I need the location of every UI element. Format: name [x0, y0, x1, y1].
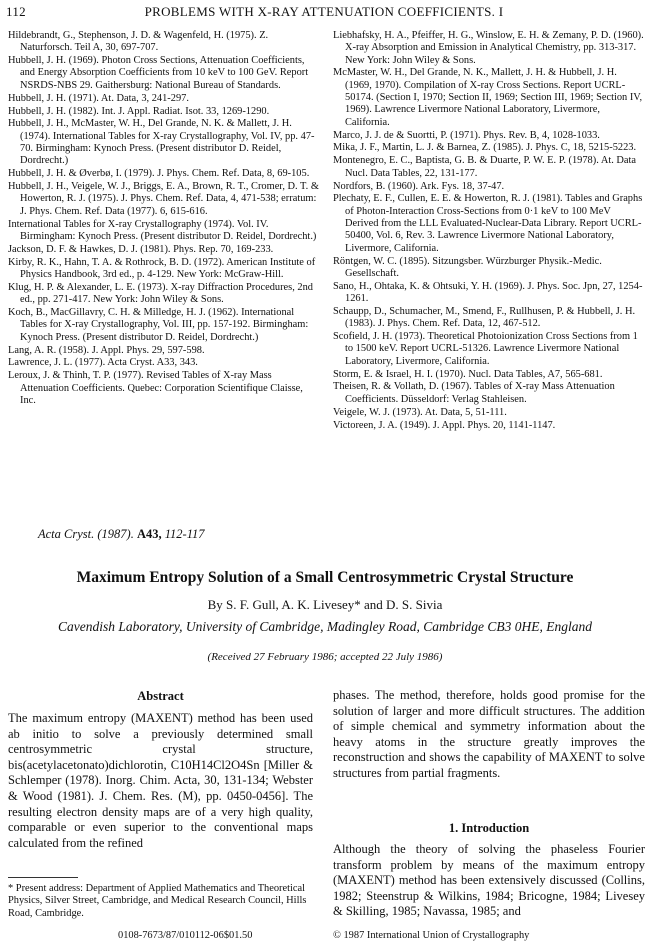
- running-title: PROBLEMS WITH X-RAY ATTENUATION COEFFICIENTS. I: [144, 4, 504, 19]
- reference-item: Victoreen, J. A. (1949). J. Appl. Phys. 20, 1141-1147.: [333, 419, 556, 431]
- abstract-text-left: The maximum entropy (MAXENT) method has been used ab initio to solve a previously determined small centrosymmetric crystal structure, bis(acetylacetonato)dichlorotin, C10H14Cl2O4Sn [Miller & Schlemper (1978). Inorg. Chim. Acta, 30, 131-134; Webster & Wood (1981). J. Chem. Res. (M), pp. 0450-0456]. The resulting electron density maps are of a very high quality, comparable or even superior to the conventional maps calculated from the refined: [8, 711, 313, 850]
- references-right-column: [333, 30, 645, 432]
- reference-item: Kirby, R. K., Hahn, T. A. & Rothrock, B. D. (1972). American Institute of Physics Handbook, 3rd ed., p. 4-129. New York: McGraw-Hill.: [8, 256, 316, 280]
- article-authors: By S. F. Gull, A. K. Livesey* and D. S. Sivia: [207, 597, 443, 612]
- reference-item: Hubbell, J. H. & Øverbø, I. (1979). J. Phys. Chem. Ref. Data, 8, 69-105.: [8, 168, 310, 180]
- reference-item: Hubbell, J. H. (1982). Int. J. Appl. Radiat. Isot. 33, 1269-1290.: [8, 105, 270, 117]
- citation-journal: Acta Cryst.: [38, 527, 95, 541]
- reference-item: Klug, H. P. & Alexander, L. E. (1973). X-ray Diffraction Procedures, 2nd ed., pp. 271-417. New York: John Wiley & Sons.: [8, 281, 313, 306]
- reference-item: Nordfors, B. (1960). Ark. Fys. 18, 37-47.: [333, 180, 505, 192]
- reference-item: Lawrence, J. L. (1977). Acta Cryst. A33, 343.: [8, 357, 198, 369]
- reference-item: Jackson, D. F. & Hawkes, D. J. (1981). Phys. Rep. 70, 169-233.: [8, 243, 274, 255]
- reference-item: Hildebrandt, G., Stephenson, J. D. & Wagenfeld, H. (1975). Z. Naturforsch. Teil A, 30, 697-707.: [8, 30, 269, 54]
- reference-item: Sano, H., Ohtaka, K. & Ohtsuki, Y. H. (1969). J. Phys. Soc. Jpn, 27, 1254-1261.: [333, 280, 643, 304]
- price-code: 0108-7673/87/010112-06$01.50: [118, 930, 253, 941]
- abstract-text-right: phases. The method, therefore, holds good promise for the solution of larger and more difficult structures. The addition of simple chemical and symmetry information about the heavy atoms in the structure greatly improves the reconstruction and shows the capability of MAXENT to solve structures from partial fragments.: [333, 688, 645, 780]
- received-dates: (Received 27 February 1986; accepted 22 July 1986): [207, 651, 443, 663]
- reference-item: Theisen, R. & Vollath, D. (1967). Tables of X-ray Mass Attenuation Coefficients. Düsseldorf: Verlag Stahleisen.: [333, 381, 615, 405]
- introduction-text: Although the theory of solving the phaseless Fourier transform problem by means of the maximum entropy (MAXENT) method has been extensively discussed (Collins, 1982; Steenstrup & Wilkins, 1984; Bricogne, 1984; Livesey & Skilling, 1985; Navassa, 1985; and: [333, 842, 645, 919]
- footnote: * Present address: Department of Applied Mathematics and Theoretical Physics, Silver Street, Cambridge, and Medical Research Council, Hills Road, Cambridge.: [8, 883, 307, 919]
- reference-item: Hubbell, J. H. (1969). Photon Cross Sections, Attenuation Coefficients, and Energy Absorption Coefficients from 10 keV to 100 GeV. Report NSRDS-NBS 29. Gaithersburg: National Bureau of Standards.: [8, 55, 309, 91]
- copyright-notice: © 1987 International Union of Crystallography: [333, 930, 530, 941]
- references-left-column: [8, 30, 320, 408]
- article-citation: [38, 527, 205, 542]
- introduction-heading: 1. Introduction: [448, 821, 530, 835]
- article-title: Maximum Entropy Solution of a Small Centrosymmetric Crystal Structure: [76, 569, 574, 586]
- citation-pages: 112-117: [164, 527, 205, 541]
- page-number: 112: [6, 4, 26, 19]
- reference-item: McMaster, W. H., Del Grande, N. K., Mallett, J. H. & Hubbell, J. H. (1969, 1970). Compilation of X-ray Cross Sections. Report UCRL-50174. (Section I, 1970; Section II, 1969; Section III, 1969; Section IV, 1969). Lawrence Livermore National Laboratory, Livermore, California.: [333, 67, 643, 128]
- reference-item: Veigele, W. J. (1973). At. Data, 5, 51-111.: [333, 406, 507, 418]
- reference-item: Hubbell, J. H., McMaster, W. H., Del Grande, N. K. & Mallett, J. H. (1974). International Tables for X-ray Crystallography, Vol. IV, pp. 47-70. Birmingham: Kynoch Press. (Present distributor D. Reidel, Dordrecht.): [8, 118, 315, 167]
- reference-item: Schaupp, D., Schumacher, M., Smend, F., Rullhusen, P. & Hubbell, J. H. (1983). J. Phys. Chem. Ref. Data, 12, 467-512.: [333, 305, 636, 330]
- reference-item: Liebhafsky, H. A., Pfeiffer, H. G., Winslow, E. H. & Zemany, P. D. (1960). X-ray Absorption and Emission in Analytical Chemistry, pp. 313-317. New York: John Wiley & Sons.: [333, 30, 644, 66]
- footnote-divider: [8, 877, 78, 878]
- reference-item: Mika, J. F., Martin, L. J. & Barnea, Z. (1985). J. Phys. C, 18, 5215-5223.: [333, 142, 637, 154]
- running-header: [6, 4, 642, 22]
- reference-item: Hubbell, J. H., Veigele, W. J., Briggs, E. A., Brown, R. T., Cromer, D. T. & Howerton, R. J. (1975). J. Phys. Chem. Ref. Data, 4, 471-538; erratum: J. Phys. Chem. Ref. Data (1977). 6, 615-616.: [8, 181, 319, 217]
- reference-item: Leroux, J. & Thinh, T. P. (1977). Revised Tables of X-ray Mass Attenuation Coefficients. Quebec: Corporation Scientifique Claisse, Inc.: [8, 370, 303, 406]
- reference-item: Marco, J. J. de & Suortti, P. (1971). Phys. Rev. B, 4, 1028-1033.: [333, 129, 600, 141]
- reference-item: International Tables for X-ray Crystallography (1974). Vol. IV. Birmingham: Kynoch Press. (Present distributor D. Reidel, Dordrecht.): [8, 218, 317, 242]
- reference-item: Hubbell, J. H. (1971). At. Data, 3, 241-297.: [8, 92, 189, 104]
- citation-year: (1987).: [97, 527, 134, 541]
- abstract-heading: Abstract: [137, 689, 184, 703]
- reference-item: Storm, E. & Israel, H. I. (1970). Nucl. Data Tables, A7, 565-681.: [333, 368, 603, 380]
- reference-item: Montenegro, E. C., Baptista, G. B. & Duarte, P. W. E. P. (1978). At. Data Nucl. Data Tables, 22, 131-177.: [333, 155, 637, 179]
- article-affiliation: Cavendish Laboratory, University of Cambridge, Madingley Road, Cambridge CB3 0HE, England: [58, 619, 592, 634]
- reference-item: Röntgen, W. C. (1895). Sitzungsber. Würzburger Physik.-Medic. Gesellschaft.: [333, 255, 602, 279]
- reference-item: Scofield, J. H. (1973). Theoretical Photoionization Cross Sections from 1 to 1500 keV. Report UCRL-51326. Lawrence Livermore National Laboratory, Livermore, California.: [333, 331, 638, 367]
- reference-item: Lang, A. R. (1958). J. Appl. Phys. 29, 597-598.: [8, 344, 205, 356]
- reference-item: Koch, B., MacGillavry, C. H. & Milledge, H. J. (1962). International Tables for X-ray Crystallography, Vol. III, pp. 157-192. Birmingham: Kynoch Press. (Present distributor D. Reidel, Dordrecht.): [8, 307, 309, 343]
- reference-item: Plechaty, E. F., Cullen, E. E. & Howerton, R. J. (1981). Tables and Graphs of Photon-Interaction Cross-Sections from 0·1 keV to 100 MeV Derived from the LLL Evaluated-Nuclear-Data Library. Report UCRL-50400, Vol. 6, Rev. 3. Lawrence Livermore National Laboratory, Livermore, California.: [333, 193, 643, 254]
- citation-volume: A43,: [136, 527, 162, 541]
